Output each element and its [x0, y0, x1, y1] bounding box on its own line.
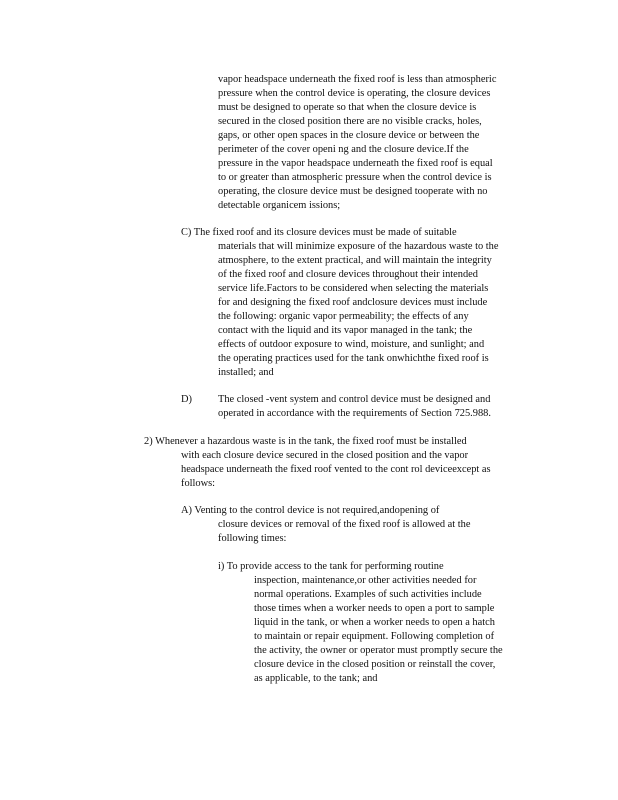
text-line: normal operations. Examples of such activities include: [254, 589, 482, 600]
text-line: follows:: [181, 478, 216, 489]
text-line: The closed -vent system and control device must be designed and: [218, 394, 491, 405]
text-line: liquid in the tank, or when a worker needs to open a hatch: [254, 617, 495, 628]
text-line: vapor headspace underneath the fixed roof is less than atmospheric: [218, 74, 497, 85]
text-line: inspection, maintenance,or other activities needed for: [254, 575, 477, 586]
text-line: detectable organicem issions;: [218, 200, 341, 211]
text-line: must be designed to operate so that when the closure device is: [218, 102, 477, 113]
text-line: the operating practices used for the tank onwhichthe fixed roof is: [218, 353, 489, 364]
text-line: as applicable, to the tank; and: [254, 673, 378, 684]
text-line: those times when a worker needs to open a port to sample: [254, 603, 495, 614]
text-line: secured in the closed position there are no visible cracks, holes,: [218, 116, 482, 127]
text-line: contact with the liquid and its vapor managed in the tank; the: [218, 325, 473, 336]
text-line: operated in accordance with the requirements of Section 725.988.: [218, 408, 491, 419]
text-line: with each closure device secured in the closed position and the vapor: [181, 450, 469, 461]
item-2-first-line: 2) Whenever a hazardous waste is in the tank, the fixed roof must be installed: [144, 436, 467, 447]
item-a-first-line: A) Venting to the control device is not required,andopening of: [181, 505, 440, 516]
text-line: closure devices or removal of the fixed roof is allowed at the: [218, 519, 471, 530]
text-line: of the fixed roof and closure devices throughout their intended: [218, 269, 478, 280]
text-line: operating, the closure device must be designed tooperate with no: [218, 186, 488, 197]
text-line: perimeter of the cover openi ng and the closure device.If the: [218, 144, 469, 155]
text-line: atmosphere, to the extent practical, and will maintain the integrity: [218, 255, 492, 266]
text-line: gaps, or other open spaces in the closure device or between the: [218, 130, 480, 141]
item-i-first-line: i) To provide access to the tank for performing routine: [218, 561, 444, 572]
text-line: materials that will minimize exposure of the hazardous waste to the: [218, 241, 499, 252]
text-line: to maintain or repair equipment. Following completion of: [254, 631, 495, 642]
text-line: headspace underneath the fixed roof vented to the cont rol deviceexcept as: [181, 464, 491, 475]
text-line: to or greater than atmospheric pressure when the control device is: [218, 172, 492, 183]
text-line: following times:: [218, 533, 287, 544]
text-line: installed; and: [218, 367, 274, 378]
text-line: effects of outdoor exposure to wind, moisture, and sunlight; and: [218, 339, 485, 350]
text-line: for and designing the fixed roof andclosure devices must include: [218, 297, 488, 308]
text-line: service life.Factors to be considered when selecting the materials: [218, 283, 489, 294]
text-line: pressure when the control device is operating, the closure devices: [218, 88, 491, 99]
text-line: the activity, the owner or operator must promptly secure the: [254, 645, 503, 656]
text-line: closure device in the closed position or reinstall the cover,: [254, 659, 496, 670]
item-d-label: D): [181, 394, 192, 405]
text-line: pressure in the vapor headspace underneath the fixed roof is equal: [218, 158, 493, 169]
text-line: the following: organic vapor permeability; the effects of any: [218, 311, 469, 322]
item-c-first-line: C) The fixed roof and its closure devices must be made of suitable: [181, 227, 457, 238]
